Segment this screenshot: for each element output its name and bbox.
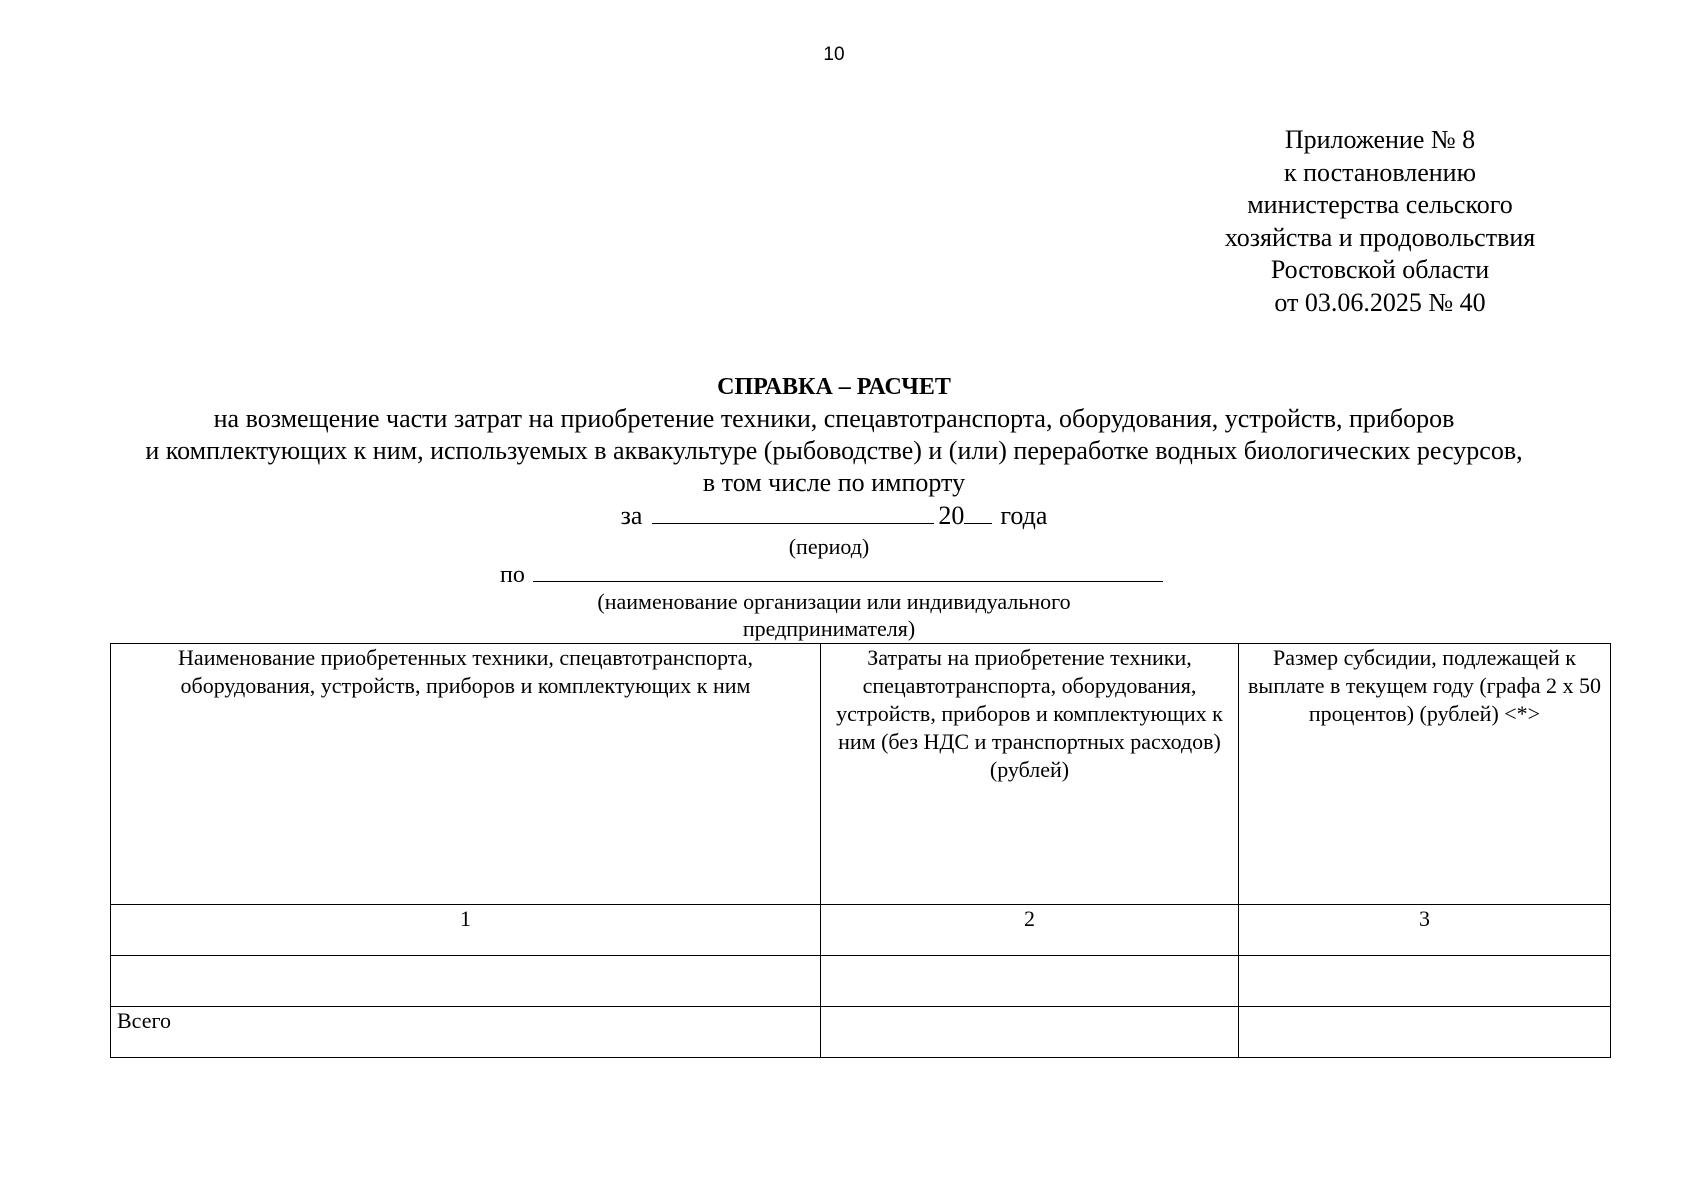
appendix-line: министерства сельского: [1247, 190, 1513, 219]
table-cell[interactable]: [821, 956, 1239, 1007]
appendix-line: к постановлению: [1283, 157, 1477, 187]
appendix-line: Ростовской области: [1270, 255, 1490, 284]
column-number-cell: 1: [111, 905, 821, 956]
total-costs-cell[interactable]: [821, 1007, 1239, 1058]
year-blank-field[interactable]: [964, 499, 992, 524]
calculation-table: [110, 643, 1611, 1058]
column-number-row: [111, 905, 1611, 956]
appendix-line: хозяйства и продовольствия: [1224, 222, 1536, 252]
total-row: [111, 1007, 1611, 1058]
total-subsidy-cell[interactable]: [1239, 1007, 1611, 1058]
document-title: СПРАВКА – РАСЧЕТ: [717, 374, 951, 400]
organization-caption-line-2: предпринимателя): [742, 616, 916, 641]
organization-prefix: по: [500, 562, 525, 588]
period-suffix: года: [1000, 501, 1048, 530]
appendix-line: от 03.06.2025 № 40: [1274, 287, 1486, 317]
subtitle-line-2: и комплектующих к ним, используемых в аквакультуре (рыбоводстве) и (или) переработке водных биологических ресурсов,: [145, 436, 1523, 465]
organization-caption-line-1: (наименование организации или индивидуального: [597, 589, 1071, 614]
table-cell[interactable]: [1239, 956, 1611, 1007]
column-number-cell: 2: [821, 905, 1239, 956]
subtitle-line-3: в том числе по импорту: [702, 468, 966, 497]
year-prefix: 20: [938, 501, 965, 530]
table-row: [111, 956, 1611, 1007]
table-cell[interactable]: [111, 956, 821, 1007]
period-line: [0, 499, 1668, 532]
page-number: 10: [823, 44, 845, 65]
header-cell-item-name: Наименование приобретенных техники, спецавтотранспорта, оборудования, устройств, приборов и комплектующих к ним: [111, 644, 821, 905]
organization-line: [500, 559, 1163, 590]
period-caption: (период): [788, 534, 870, 559]
header-cell-costs: Затраты на приобретение техники, спецавтотранспорта, оборудования, устройств, приборов и комплектующих к ним (без НДС и транспортных расходов) (рублей): [821, 644, 1239, 905]
appendix-line: Приложение № 8: [1284, 125, 1476, 154]
appendix-block: [1180, 124, 1580, 319]
total-label-cell: Всего: [111, 1007, 821, 1058]
organization-blank-field[interactable]: [533, 559, 1163, 582]
column-number-cell: 3: [1239, 905, 1611, 956]
header-cell-subsidy: Размер субсидии, подлежащей к выплате в текущем году (графа 2 х 50 процентов) (рублей) <*>: [1239, 644, 1611, 905]
period-prefix: за: [620, 501, 643, 530]
table-header-row: [111, 644, 1611, 905]
subtitle-line-1: на возмещение части затрат на приобретение техники, спецавтотранспорта, оборудования, устройств, приборов: [213, 404, 1455, 433]
period-blank-field[interactable]: [652, 499, 934, 524]
